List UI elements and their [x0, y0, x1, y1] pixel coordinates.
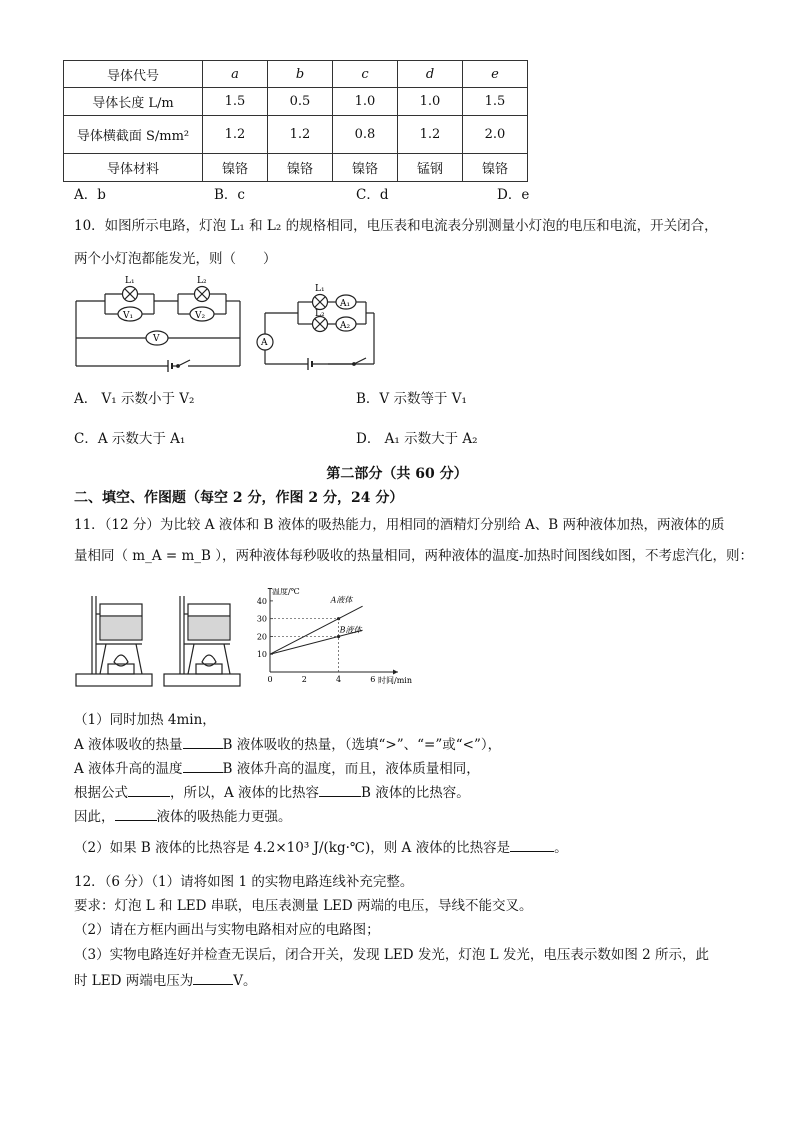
table-row — [64, 88, 528, 116]
y-tick-label: 30 — [256, 614, 267, 624]
row-label: 导体横截面 S/mm² — [64, 116, 203, 154]
label-v: V — [153, 334, 160, 344]
q12-line5 — [74, 970, 256, 990]
label-a1: A₁ — [340, 299, 351, 309]
series-label: B液体 — [339, 625, 362, 635]
series-label: A液体 — [330, 595, 353, 605]
q11-sub1-line-d — [74, 806, 292, 826]
q10-option-d: D． A₁ 示数大于 A₂ — [356, 431, 478, 447]
table-cell: 2.0 — [463, 116, 528, 154]
q11-line2: 量相同（ m_A = m_B ），两种液体每秒吸收的热量相同，两种液体的温度-加热时间图线如图，不考虑汽化，则： — [74, 548, 754, 564]
q9-option-a: A．b — [74, 187, 106, 203]
text: 时 LED 两端电压为 — [74, 973, 194, 989]
q9-option-c: C．d — [356, 187, 389, 203]
row-label: 导体材料 — [64, 154, 203, 182]
y-axis-label: 温度/℃ — [272, 588, 300, 596]
circuit-diagram-1 — [70, 272, 250, 372]
q11-sub1-title: （1）同时加热 4min， — [74, 712, 216, 728]
q9-option-b: B．c — [214, 187, 245, 203]
answer-blank[interactable] — [183, 734, 223, 749]
y-tick-label: 40 — [256, 596, 267, 606]
x-tick-label: 4 — [336, 675, 342, 684]
table-cell: 镍铬 — [463, 154, 528, 182]
q12-line3: （2）请在方框内画出与实物电路相对应的电路图； — [74, 922, 380, 938]
x-tick-label: 6 — [370, 675, 376, 684]
answer-blank[interactable] — [183, 758, 223, 773]
section-title: 二、填空、作图题（每空 2 分，作图 2 分，24 分） — [74, 490, 404, 506]
q10-stem-line1: 10．如图所示电路，灯泡 L₁ 和 L₂ 的规格相同，电压表和电流表分别测量小灯泡的电压和电流，开关闭合， — [74, 218, 718, 234]
y-tick-label: 20 — [256, 632, 267, 642]
answer-blank[interactable] — [319, 782, 361, 797]
answer-blank[interactable] — [128, 782, 170, 797]
temperature-time-chart — [254, 588, 424, 690]
label-a2: A₂ — [340, 321, 351, 331]
table-cell: 1.5 — [203, 88, 268, 116]
text: B 液体吸收的热量，（选填“>”、“=”或“<”）， — [222, 737, 502, 753]
table-cell: 锰钢 — [398, 154, 463, 182]
q11-line1: 11．（12 分）为比较 A 液体和 B 液体的吸热能力，用相同的酒精灯分别给 A、B 两种液体加热，两液体的质 — [74, 517, 725, 533]
answer-blank[interactable] — [193, 970, 233, 985]
table-cell: c — [333, 61, 398, 88]
row-label: 导体长度 L/m — [64, 88, 203, 116]
table-cell: d — [398, 61, 463, 88]
q12-line1: 12．（6 分）（1）请将如图 1 的实物电路连线补充完整。 — [74, 874, 414, 890]
table-cell: b — [268, 61, 333, 88]
x-tick-label: 0 — [267, 675, 273, 684]
q12-line4: （3）实物电路连好并检查无误后，闭合开关，发现 LED 发光，灯泡 L 发光，电压表示数如图 2 所示，此 — [74, 947, 710, 963]
text: A 液体吸收的热量 — [74, 737, 183, 753]
text: 根据公式 — [74, 785, 128, 801]
text: 因此， — [74, 809, 115, 825]
text: A 液体升高的温度 — [74, 761, 183, 777]
circuit-diagram-2 — [250, 276, 380, 372]
label-a: A — [261, 338, 268, 348]
q10-stem-line2: 两个小灯泡都能发光，则（ ） — [74, 251, 277, 267]
table-cell: 1.0 — [398, 88, 463, 116]
q11-sub1-line-c — [74, 782, 470, 802]
text: 液体的吸热能力更强。 — [156, 809, 292, 825]
x-axis-label: 时间/min — [378, 676, 412, 685]
label-l2: L₂ — [315, 309, 325, 319]
conductor-table — [63, 60, 528, 182]
table-cell: 镍铬 — [268, 154, 333, 182]
table-cell: 1.2 — [268, 116, 333, 154]
table-cell: e — [463, 61, 528, 88]
table-cell: 1.5 — [463, 88, 528, 116]
table-cell: 1.2 — [203, 116, 268, 154]
table-cell: 1.2 — [398, 116, 463, 154]
label-v1: V₁ — [123, 311, 134, 321]
q11-sub2 — [74, 837, 568, 857]
table-cell: 0.5 — [268, 88, 333, 116]
x-axis-arrow — [393, 670, 398, 675]
label-l1: L₁ — [315, 284, 325, 294]
table-cell: 0.8 — [333, 116, 398, 154]
part2-title: 第二部分（共 60 分） — [326, 466, 468, 482]
q10-option-b: B．V 示数等于 V₁ — [356, 391, 467, 407]
table-row — [64, 116, 528, 154]
x-tick-label: 2 — [301, 675, 307, 684]
table-cell: a — [203, 61, 268, 88]
label-l2: L₂ — [197, 276, 207, 286]
text: 。 — [554, 840, 568, 856]
table-row — [64, 154, 528, 182]
q10-option-a: A． V₁ 示数小于 V₂ — [74, 391, 195, 407]
q10-option-c: C．A 示数大于 A₁ — [74, 431, 186, 447]
text: ，所以，A 液体的比热容 — [170, 785, 320, 801]
table-cell: 镍铬 — [203, 154, 268, 182]
text: B 液体升高的温度，而且，液体质量相同， — [222, 761, 480, 777]
answer-blank[interactable] — [510, 837, 554, 852]
q9-option-d: D．e — [497, 187, 530, 203]
label-l1: L₁ — [125, 276, 135, 286]
answer-blank[interactable] — [115, 806, 157, 821]
table-row — [64, 61, 528, 88]
y-tick-label: 10 — [256, 650, 267, 660]
text: （2）如果 B 液体的比热容是 4.2×10³ J/(kg·℃)，则 A 液体的比热容是 — [74, 840, 511, 856]
label-v2: V₂ — [195, 311, 206, 321]
text: B 液体的比热容。 — [361, 785, 470, 801]
q12-line2: 要求：灯泡 L 和 LED 串联，电压表测量 LED 两端的电压，导线不能交叉。 — [74, 898, 533, 914]
table-cell: 镍铬 — [333, 154, 398, 182]
row-label: 导体代号 — [64, 61, 203, 88]
q11-sub1-line-b — [74, 758, 480, 778]
heating-apparatus-illustration — [70, 592, 250, 694]
q11-sub1-line-a — [74, 734, 501, 754]
table-cell: 1.0 — [333, 88, 398, 116]
text: V。 — [233, 973, 257, 989]
